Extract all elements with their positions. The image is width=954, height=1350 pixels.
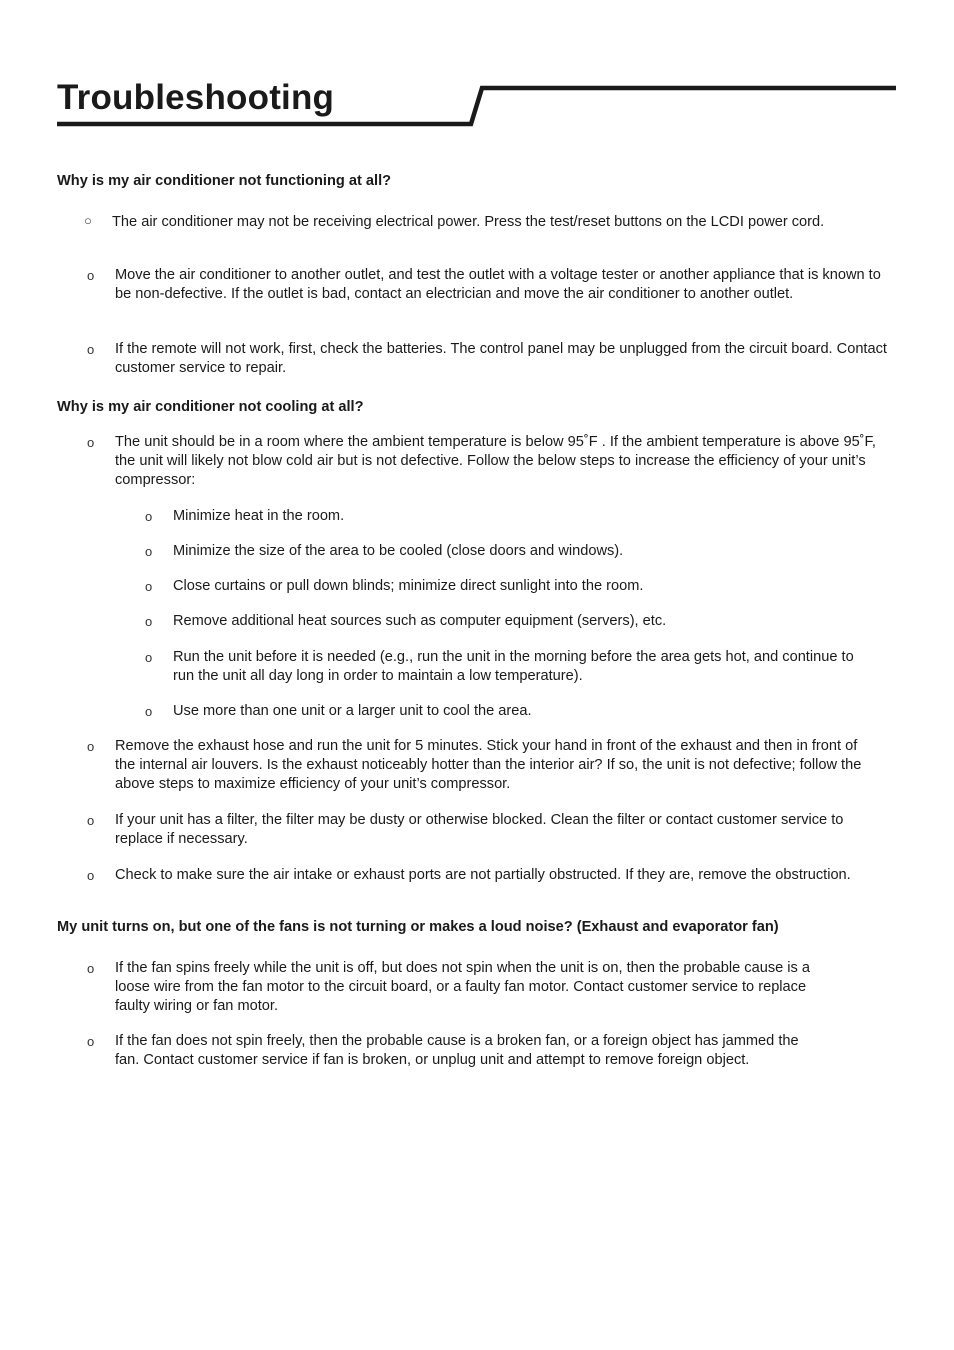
- list-item-text: Move the air conditioner to another outlet, and test the outlet with a voltage tester or another appliance that is known to be non-defective. If the outlet is bad, contact an electrician and move the air conditioner to another outlet.: [115, 267, 881, 303]
- list-item-text: Close curtains or pull down blinds; minimize direct sunlight into the room.: [173, 578, 644, 594]
- list-item-text: If the fan does not spin freely, then the probable cause is a broken fan, or a foreign object has jammed the fan. Contact customer service if fan is broken, or unplug unit and attempt to remove foreign object.: [115, 1033, 799, 1069]
- bullet-marker: o: [87, 868, 95, 883]
- list-item-text-content: The air conditioner may not be receiving electrical power. Press the test/reset buttons on the LCDI power cord.: [112, 214, 825, 230]
- bullet-marker: o: [87, 739, 95, 754]
- list-item-text: Minimize heat in the room.: [173, 508, 345, 524]
- bullet-marker: o: [87, 1034, 95, 1049]
- section-heading: Why is my air conditioner not cooling at all?: [57, 399, 364, 415]
- header-rule: [0, 0, 954, 140]
- page-title: Troubleshooting: [57, 78, 335, 117]
- list-item-text: If the fan spins freely while the unit is off, but does not spin when the unit is on, then the probable cause is a loose wire from the fan motor to the circuit board, or a faulty fan motor. Contact customer service to replace faulty wiring or fan motor.: [115, 960, 810, 1015]
- bullet-marker: o: [145, 704, 153, 719]
- bullet-marker: o: [87, 435, 95, 450]
- bullet-marker: o: [87, 342, 95, 357]
- bullet-marker: o: [145, 614, 153, 629]
- list-item-text: If your unit has a filter, the filter may be dusty or otherwise blocked. Clean the filter or contact customer service to replace if necessary.: [115, 812, 844, 848]
- section-heading: My unit turns on, but one of the fans is not turning or makes a loud noise? (Exhaust and evaporator fan): [57, 919, 779, 935]
- list-item-text: Use more than one unit or a larger unit to cool the area.: [173, 703, 532, 719]
- list-item-text: If the remote will not work, first, check the batteries. The control panel may be unplugged from the circuit board. Contact customer service to repair.: [115, 341, 887, 377]
- bullet-marker: o: [145, 650, 153, 665]
- list-item-text: Run the unit before it is needed (e.g., run the unit in the morning before the area gets hot, and continue to run the unit all day long in order to maintain a low temperature).: [173, 649, 854, 685]
- bullet-marker: o: [145, 509, 153, 524]
- bullet-marker: o: [145, 544, 153, 559]
- bullet-marker: o: [87, 813, 95, 828]
- list-item-text: [112, 213, 872, 232]
- bullet-marker: o: [87, 961, 95, 976]
- list-item-text: Check to make sure the air intake or exhaust ports are not partially obstructed. If they are, remove the obstruction.: [115, 867, 851, 883]
- bullet-marker: o: [145, 579, 153, 594]
- list-item-text: The unit should be in a room where the ambient temperature is below 95˚F . If the ambient temperature is above 95˚F, the unit will likely not blow cold air but is not defective. Follow the below steps to increase the efficiency of your unit’s compressor:: [115, 434, 876, 489]
- list-item-text: Remove additional heat sources such as computer equipment (servers), etc.: [173, 613, 667, 629]
- section-heading: Why is my air conditioner not functioning at all?: [57, 173, 392, 189]
- list-item-text: Remove the exhaust hose and run the unit for 5 minutes. Stick your hand in front of the exhaust and then in front of the internal air louvers. Is the exhaust noticeably hotter than the interior air? If so, the unit is not defective; follow the above steps to maximize efficiency of your unit’s compressor.: [115, 738, 862, 793]
- bullet-marker: o: [87, 268, 95, 283]
- list-item-text: Minimize the size of the area to be cooled (close doors and windows).: [173, 543, 624, 559]
- bullet-marker: ○: [84, 213, 92, 228]
